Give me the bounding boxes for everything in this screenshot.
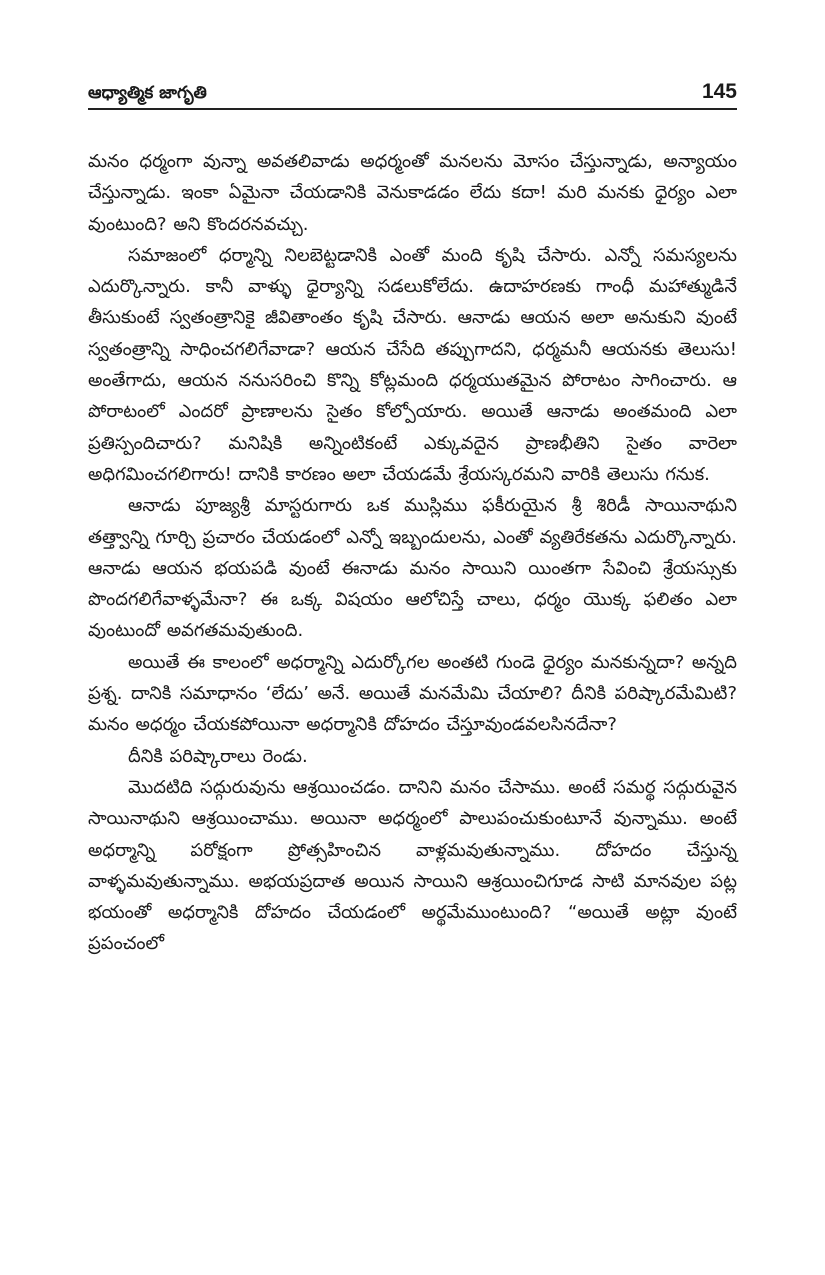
page-header (88, 76, 737, 110)
paragraph: సమాజంలో ధర్మాన్ని నిలబెట్టడానికి ఎంతో మంది కృషి చేసారు. ఎన్నో సమస్యలను ఎదుర్కొన్నారు. కానీ వాళ్ళు ధైర్యాన్ని సడలుకోలేదు. ఉదాహరణకు గాంధీ మహాత్ముడినే తీసుకుంటే స్వతంత్రానికై జీవితాంతం కృషి చేసారు. ఆనాడు ఆయన అలా అనుకుని వుంటే స్వతంత్రాన్ని సాధించగలిగేవాడా? ఆయన చేసేది తప్పుగాదని, ధర్మమనీ ఆయనకు తెలుసు! అంతేగాదు, ఆయన ననుసరించి కొన్ని కోట్లమంది ధర్మయుతమైన పోరాటం సాగించారు. ఆ పోరాటంలో ఎందరో ప్రాణాలను సైతం కోల్పోయారు. అయితే ఆనాడు అంతమంది ఎలా ప్రతిస్పందిచారు? మనిషికి అన్నింటికంటే ఎక్కువదైన ప్రాణభీతిని సైతం వారెలా అధిగమించగలిగారు! దానికి కారణం అలా చేయడమే శ్రేయస్కరమని వారికి తెలుసు గనుక. (88, 244, 737, 485)
paragraph: దీనికి పరిష్కారాలు రెండు. (128, 745, 308, 767)
body-text (88, 146, 737, 960)
paragraph: అయితే ఈ కాలంలో అధర్మాన్ని ఎదుర్కోగల అంతటి గుండె ధైర్యం మనకున్నదా? అన్నది ప్రశ్న. దానికి సమాధానం ‘లేదు’ అనే. అయితే మనమేమి చేయాలి? దీనికి పరిష్కారమేమిటి? మనం అధర్మం చేయకపోయినా అధర్మానికి దోహదం చేస్తూవుండవలసినదేనా? (88, 651, 737, 736)
page-number: 145 (701, 80, 737, 103)
running-title: ఆధ్యాత్మిక జాగృతి (88, 83, 207, 103)
paragraph: ఆనాడు పూజ్యశ్రీ మాస్టరుగారు ఒక ముస్లిము ఫకీరుయైన శ్రీ శిరిడీ సాయినాథుని తత్త్వాన్ని గూర్చి ప్రచారం చేయడంలో ఎన్నో ఇబ్బందులను, ఎంతో వ్యతిరేకతను ఎదుర్కొన్నారు. ఆనాడు ఆయన భయపడి వుంటే ఈనాడు మనం సాయిని యింతగా సేవించి శ్రేయస్సుకు పొందగలిగేవాళ్ళమేనా? ఈ ఒక్క విషయం ఆలోచిస్తే చాలు, ధర్మం యొక్క ఫలితం ఎలా వుంటుందో అవగతమవుతుంది. (88, 495, 737, 642)
paragraph: మనం ధర్మంగా వున్నా అవతలివాడు అధర్మంతో మనలను మోసం చేస్తున్నాడు, అన్యాయం చేస్తున్నాడు. ఇంకా ఏమైనా చేయడానికి వెనుకాడడం లేదు కదా! మరి మనకు ధైర్యం ఎలా వుంటుంది? అని కొందరనవచ్చు. (88, 151, 737, 235)
paragraph: మొదటిది సద్గురువును ఆశ్రయించడం. దానిని మనం చేసాము. అంటే సమర్థ సద్గురువైన సాయినాథుని ఆశ్రయించాము. అయినా అధర్మంలో పాలుపంచుకుంటూనే వున్నాము. అంటే అధర్మాన్ని పరోక్షంగా ప్రోత్సహించిన వాళ్లమవుతున్నాము. దోహదం చేస్తున్న వాళ్ళమవుతున్నాము. అభయప్రదాత అయిన సాయిని ఆశ్రయించిగూడ సాటి మానవుల పట్ల భయంతో అధర్మానికి దోహదం చేయడంలో అర్థమేముంటుంది? “అయితే అట్లా వుంటే ప్రపంచంలో (88, 776, 737, 955)
